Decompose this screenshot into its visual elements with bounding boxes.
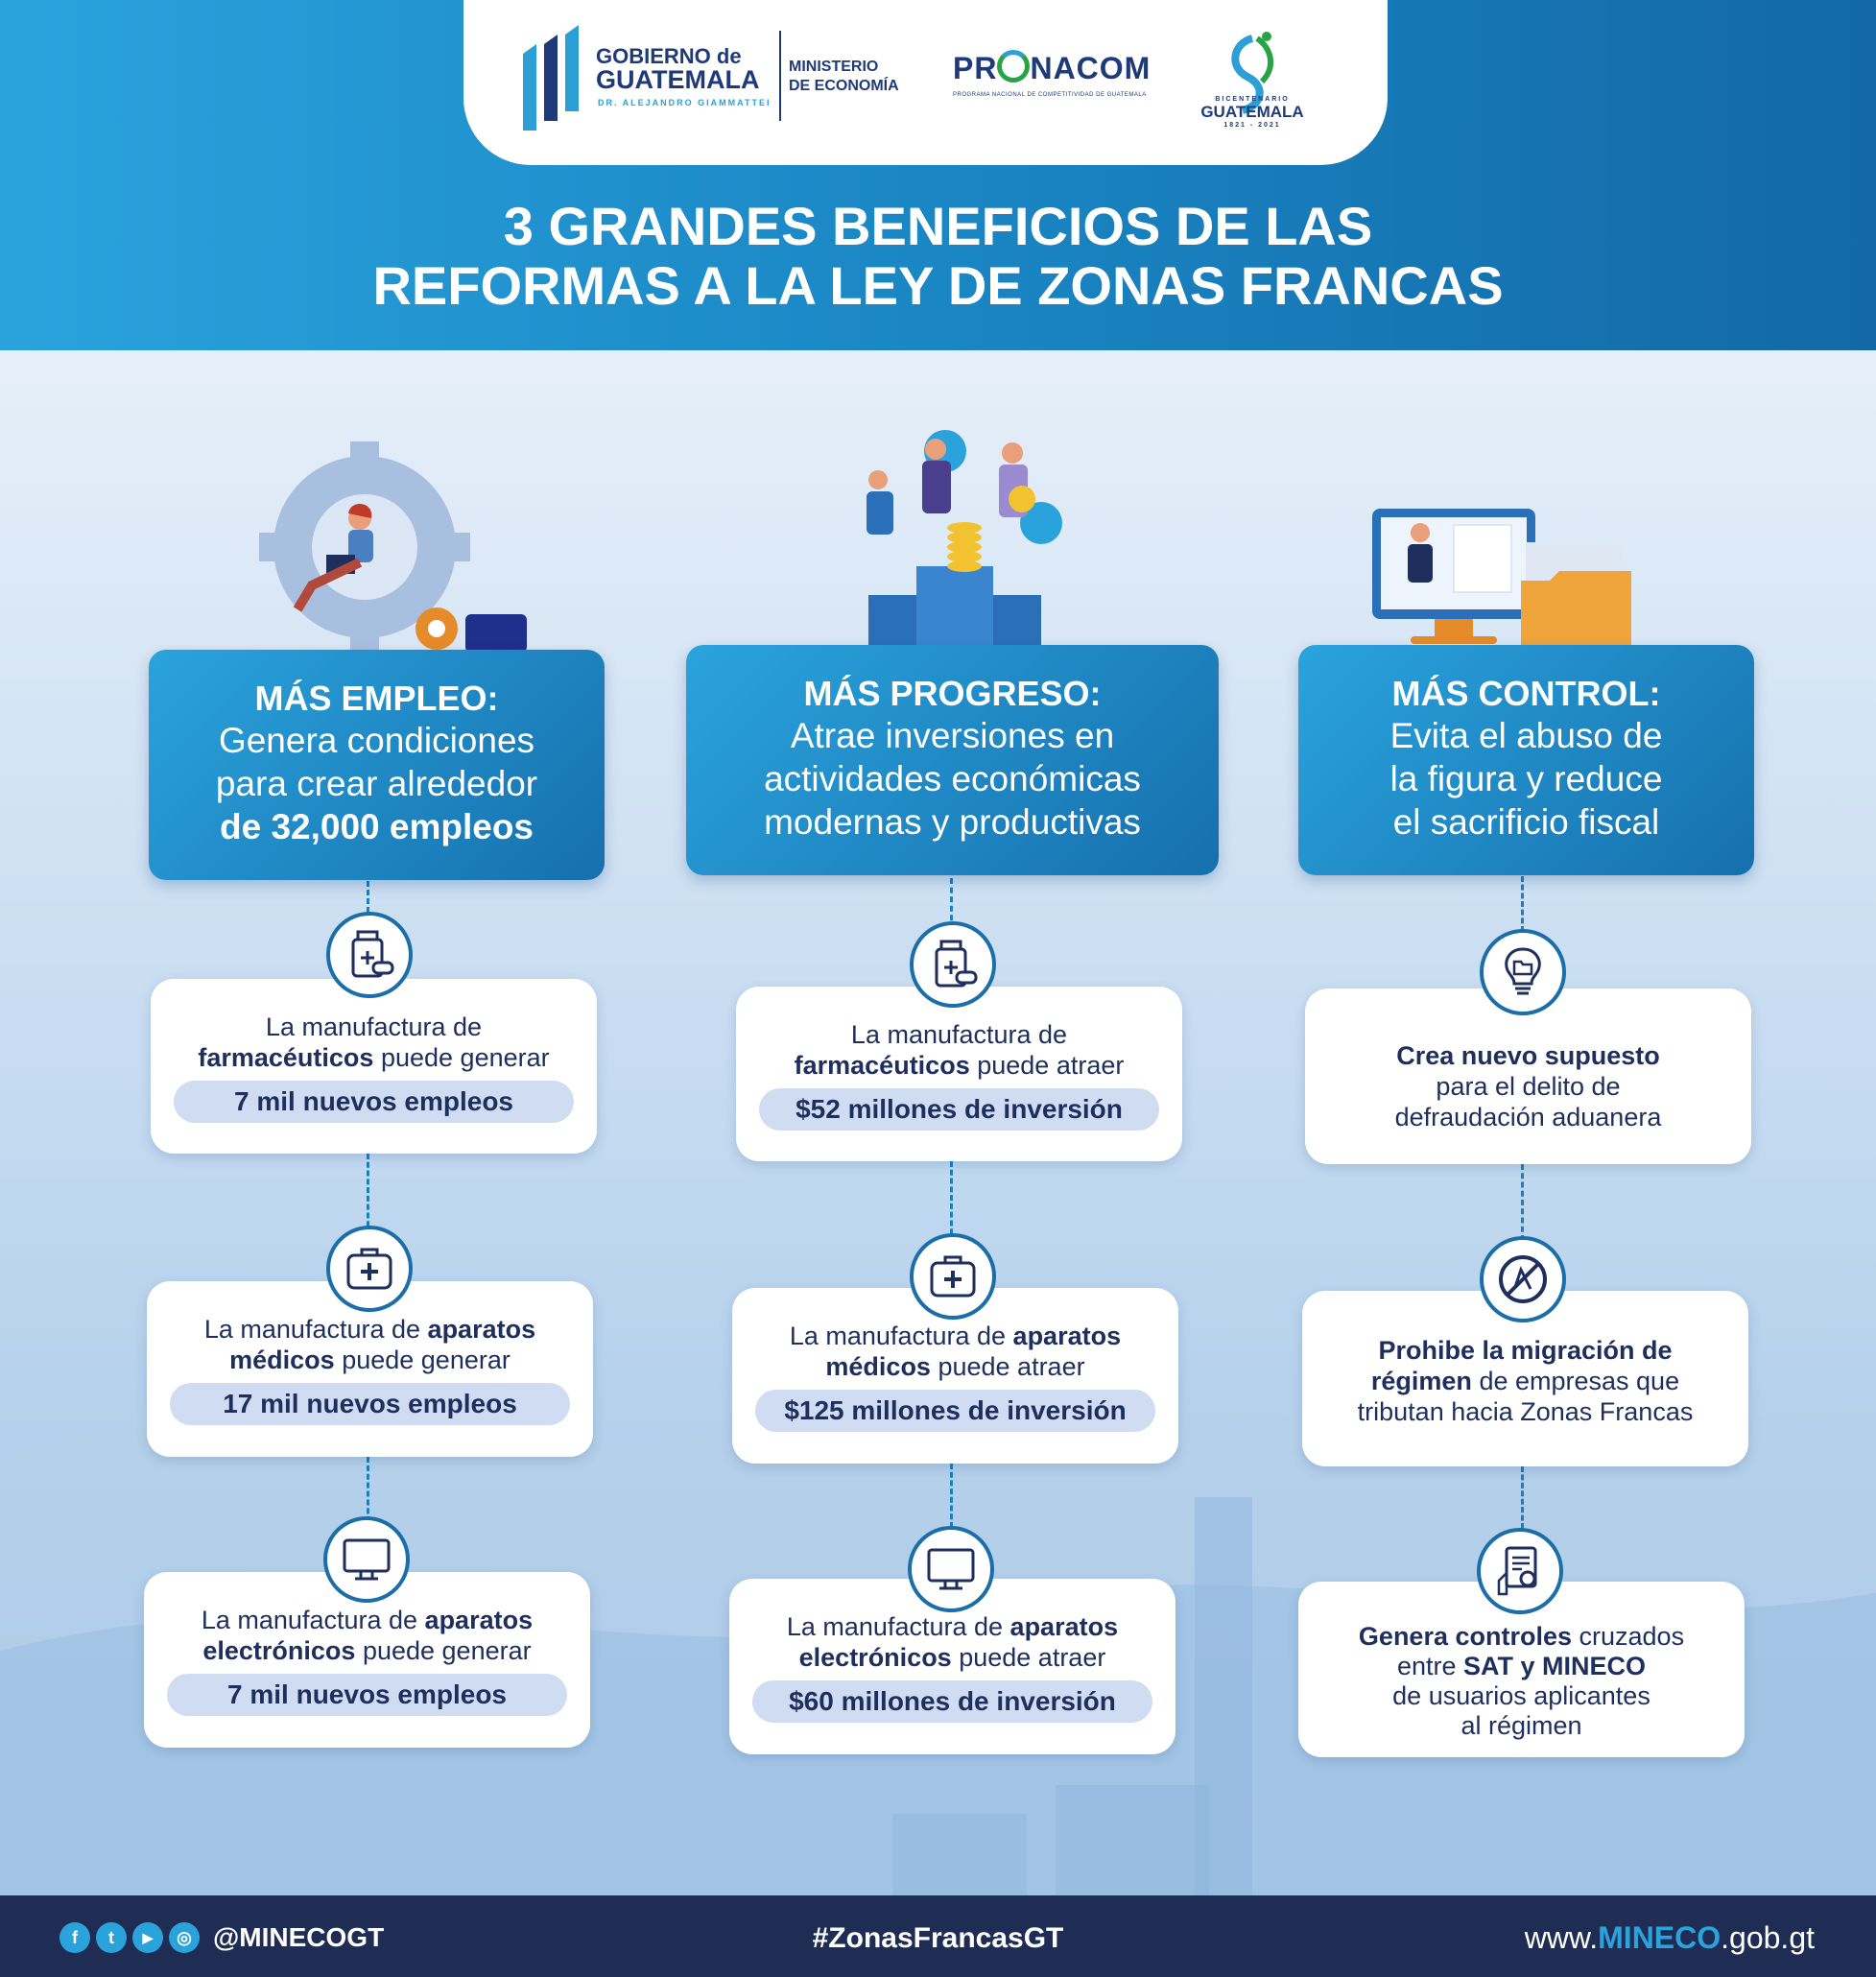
card-text-line3: tributan hacia Zonas Francas	[1357, 1397, 1694, 1426]
pronacom-pre: PR	[953, 51, 998, 85]
category-title: MÁS PROGRESO:	[803, 674, 1102, 713]
ministerio-logo	[789, 58, 899, 96]
control-illustration	[1367, 504, 1641, 662]
computer-monitor-icon	[323, 1516, 410, 1603]
card-text-pre: La manufactura de	[201, 1606, 418, 1634]
card-text-pre2: entre	[1396, 1652, 1457, 1680]
stat-pill: 7 mil nuevos empleos	[174, 1081, 574, 1123]
benefit-card	[736, 987, 1182, 1161]
stat-pill: $125 millones de inversión	[755, 1390, 1155, 1432]
medicine-bottle-icon	[326, 912, 413, 998]
card-text-bold1: aparatos	[1012, 1322, 1122, 1350]
category-desc-line1: Evita el abuso de	[1389, 716, 1663, 755]
category-desc-line2: actividades económicas	[764, 759, 1141, 798]
card-text-post: puede generar	[342, 1346, 511, 1374]
card-text-pre: La manufactura de	[786, 1612, 1004, 1641]
category-desc-line3: de 32,000 empleos	[219, 807, 534, 846]
ministerio-line2: DE ECONOMÍA	[789, 78, 899, 94]
computer-monitor-icon	[908, 1526, 994, 1612]
card-text-bold1: Genera controles	[1358, 1622, 1572, 1651]
website-pre: www.	[1524, 1920, 1599, 1955]
card-text	[151, 1012, 597, 1073]
lightbulb-folder-icon	[1480, 929, 1566, 1015]
card-text-bold2: electrónicos	[202, 1636, 356, 1665]
president-label: DR. ALEJANDRO GIAMMATTEI	[598, 98, 772, 107]
card-text	[1298, 1622, 1745, 1741]
category-progreso	[686, 645, 1219, 875]
card-text-bold: farmacéuticos	[794, 1051, 970, 1080]
category-title: MÁS CONTROL:	[1391, 674, 1661, 713]
card-text-post1: cruzados	[1579, 1622, 1685, 1651]
category-control	[1298, 645, 1754, 875]
card-text	[736, 1019, 1182, 1081]
social-handle[interactable]: @MINECOGT	[213, 1922, 385, 1952]
card-text-bold1: aparatos	[1009, 1612, 1119, 1641]
page-title	[0, 197, 1876, 316]
pronacom-post: NACOM	[1030, 51, 1152, 85]
card-text-bold2: médicos	[825, 1352, 931, 1381]
card-text-bold2: régimen	[1370, 1367, 1472, 1395]
card-text-line2: para el delito de	[1436, 1072, 1621, 1101]
category-desc-line3: el sacrificio fiscal	[1392, 802, 1660, 842]
connector-line	[1521, 1164, 1524, 1241]
stat-pill: 17 mil nuevos empleos	[170, 1383, 570, 1425]
title-line2: REFORMAS A LA LEY DE ZONAS FRANCAS	[372, 255, 1504, 316]
card-text	[732, 1321, 1178, 1382]
card-text-pre: La manufactura de	[265, 1012, 483, 1041]
category-desc-line3: modernas y productivas	[764, 802, 1141, 842]
card-text	[144, 1605, 590, 1666]
card-text-post: puede atraer	[938, 1352, 1085, 1381]
card-text-bold: Crea nuevo supuesto	[1396, 1041, 1660, 1070]
gobierno-bars-icon	[523, 25, 581, 131]
connector-line	[367, 1154, 369, 1235]
category-desc-line2: la figura y reduce	[1389, 759, 1663, 798]
instagram-icon[interactable]: ◎	[169, 1922, 200, 1953]
stat-pill: 7 mil nuevos empleos	[167, 1674, 567, 1716]
pronacom-o-icon	[997, 50, 1030, 83]
card-text-post: puede atraer	[977, 1051, 1125, 1080]
medicine-bottle-icon	[910, 921, 996, 1008]
card-text	[1302, 1335, 1748, 1427]
card-text-bold1: aparatos	[424, 1606, 534, 1634]
category-empleo	[149, 650, 605, 880]
bicentenario-label	[1195, 96, 1310, 129]
prohibited-tax-icon	[1480, 1236, 1566, 1322]
footer	[0, 1895, 1876, 1977]
guatemala-label: GUATEMALA	[596, 65, 760, 94]
bicentenario-years: 1821 - 2021	[1223, 122, 1281, 129]
card-text-pre: La manufactura de	[789, 1322, 1007, 1350]
facebook-icon[interactable]: f	[59, 1922, 90, 1953]
card-text-line3: defraudación aduanera	[1394, 1103, 1662, 1131]
hashtag: #ZonasFrancasGT	[812, 1922, 1064, 1954]
stat-pill: $52 millones de inversión	[759, 1088, 1159, 1131]
medical-kit-icon	[910, 1233, 996, 1320]
card-text-line4: al régimen	[1460, 1711, 1582, 1740]
card-text-post: puede atraer	[959, 1643, 1106, 1672]
bicentenario-name: GUATEMALA	[1200, 103, 1304, 121]
card-text-bold2: SAT y MINECO	[1463, 1652, 1647, 1680]
twitter-icon[interactable]: t	[96, 1922, 127, 1953]
category-title: MÁS EMPLEO:	[254, 679, 499, 718]
card-text-post: puede generar	[380, 1043, 550, 1072]
benefit-card	[151, 979, 597, 1154]
title-line1: 3 GRANDES BENEFICIOS DE LAS	[503, 196, 1373, 256]
ministerio-line1: MINISTERIO	[789, 59, 879, 75]
website-post: .gob.gt	[1721, 1920, 1815, 1955]
card-text-bold2: electrónicos	[798, 1643, 952, 1672]
card-text-bold1: aparatos	[427, 1315, 536, 1344]
pronacom-logo	[953, 50, 1151, 86]
investment-illustration	[859, 422, 1084, 653]
bicentenario-top: BICENTENARIO	[1215, 96, 1290, 103]
medical-kit-icon	[326, 1226, 413, 1312]
employment-illustration	[245, 441, 533, 662]
category-desc-line1: Genera condiciones	[218, 721, 535, 760]
gobierno-guatemala-logo	[523, 25, 782, 131]
card-text-post: puede generar	[362, 1636, 532, 1665]
connector-line	[1521, 1466, 1524, 1529]
website-link[interactable]	[1525, 1920, 1815, 1956]
website-highlight: MINECO	[1598, 1920, 1722, 1955]
card-text-bold: farmacéuticos	[198, 1043, 374, 1072]
document-control-icon	[1477, 1528, 1563, 1614]
card-text-post2: de empresas que	[1479, 1367, 1680, 1395]
card-text	[1305, 1040, 1751, 1132]
card-text-bold1: Prohibe la migración de	[1378, 1336, 1673, 1365]
card-text-pre: La manufactura de	[203, 1315, 421, 1344]
connector-line	[1521, 876, 1524, 932]
gobierno-label: GOBIERNO de	[596, 44, 742, 68]
card-text	[147, 1314, 593, 1375]
pronacom-subtitle: PROGRAMA NACIONAL DE COMPETITIVIDAD DE GUATEMALA	[953, 92, 1147, 98]
stat-pill: $60 millones de inversión	[752, 1680, 1152, 1723]
logo-divider	[779, 31, 781, 121]
card-text-bold2: médicos	[229, 1346, 335, 1374]
youtube-icon[interactable]: ▶	[132, 1922, 163, 1953]
category-desc-line2: para crear alrededor	[215, 764, 538, 803]
card-text-pre: La manufactura de	[850, 1020, 1068, 1049]
connector-line	[950, 1161, 953, 1243]
card-text	[729, 1611, 1175, 1673]
category-desc-line1: Atrae inversiones en	[790, 716, 1115, 755]
card-text-line3: de usuarios aplicantes	[1392, 1681, 1650, 1710]
